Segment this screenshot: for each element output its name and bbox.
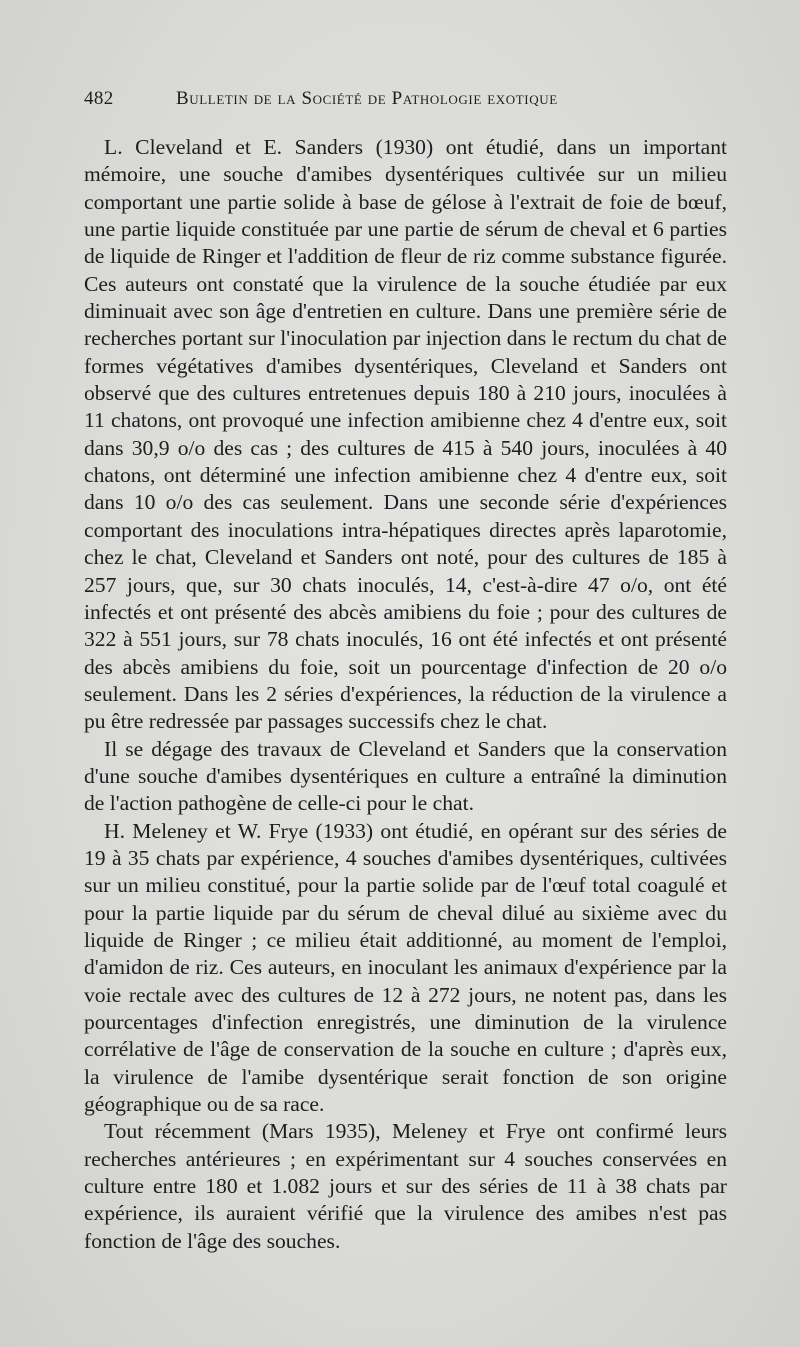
page-number: 482 <box>84 88 114 109</box>
paragraph-meleney-frye-1933: H. Meleney et W. Frye (1933) ont étudié, en opérant sur des séries de 19 à 35 chats par expérience, 4 souches d'amibes dysentériques, cultivées sur un milieu constitué, pour la partie solide par de l'œuf total coagulé et pour la partie liquide par du sérum de cheval dilué au sixième avec du liquide de Ringer ; ce milieu était additionné, au moment de l'emploi, d'amidon de riz. Ces auteurs, en inoculant les animaux d'expérience par la voie rectale avec des cultures de 12 à 272 jours, ne notent pas, dans les pourcentages d'infection enregistrés, une diminution de la virulence corrélative de l'âge de conservation de la souche en culture ; d'après eux, la virulence de l'amibe dysentérique serait fonction de son origine géographique ou de sa race. <box>84 818 727 1117</box>
body-text <box>84 134 727 1255</box>
page-header <box>84 88 724 118</box>
paragraph-cleveland-sanders: L. Cleveland et E. Sanders (1930) ont étudié, dans un important mémoire, une souche d'amibes dysentériques cultivée sur un milieu comportant une partie solide à base de gélose à l'extrait de foie de bœuf, une partie liquide constituée par une partie de sérum de cheval et 6 parties de liquide de Ringer et l'addition de fleur de riz comme substance figurée. Ces auteurs ont constaté que la virulence de la souche étudiée par eux diminuait avec son âge d'entretien en culture. Dans une première série de recherches portant sur l'inoculation par injection dans le rectum du chat de formes végétatives d'amibes dysentériques, Cleveland et Sanders ont observé que des cultures entretenues depuis 180 à 210 jours, inoculées à 11 chatons, ont provoqué une infection amibienne chez 4 d'entre eux, soit dans 30,9 o/o des cas ; des cultures de 415 à 540 jours, inoculées à 40 chatons, ont déterminé une infection amibienne chez 4 d'entre eux, soit dans 10 o/o des cas seulement. Dans une seconde série d'expériences comportant des inoculations intra-hépatiques directes après laparotomie, chez le chat, Cleveland et Sanders ont noté, pour des cultures de 185 à 257 jours, que, sur 30 chats inoculés, 14, c'est-à-dire 47 o/o, ont été infectés et ont présenté des abcès amibiens du foie ; pour des cultures de 322 à 551 jours, sur 78 chats inoculés, 16 ont été infectés et ont présenté des abcès amibiens du foie, soit un pourcentage d'infection de 20 o/o seulement. Dans les 2 séries d'expériences, la réduction de la virulence a pu être redressée par passages successifs chez le chat. <box>84 135 727 734</box>
paragraph-conclusion: Il se dégage des travaux de Cleveland et Sanders que la conservation d'une souche d'amibes dysentériques en culture a entraîné la diminution de l'action pathogène de celle-ci pour le chat. <box>84 736 727 816</box>
running-title: Bulletin de la Société de Pathologie exotique <box>176 88 558 109</box>
paragraph-meleney-frye-1935: Tout récemment (Mars 1935), Meleney et Frye ont confirmé leurs recherches antérieures ; en expérimentant sur 4 souches conservées en culture entre 180 et 1.082 jours et sur des séries de 11 à 38 chats par expérience, ils auraient vérifié que la virulence des amibes n'est pas fonction de l'âge des souches. <box>84 1119 727 1253</box>
